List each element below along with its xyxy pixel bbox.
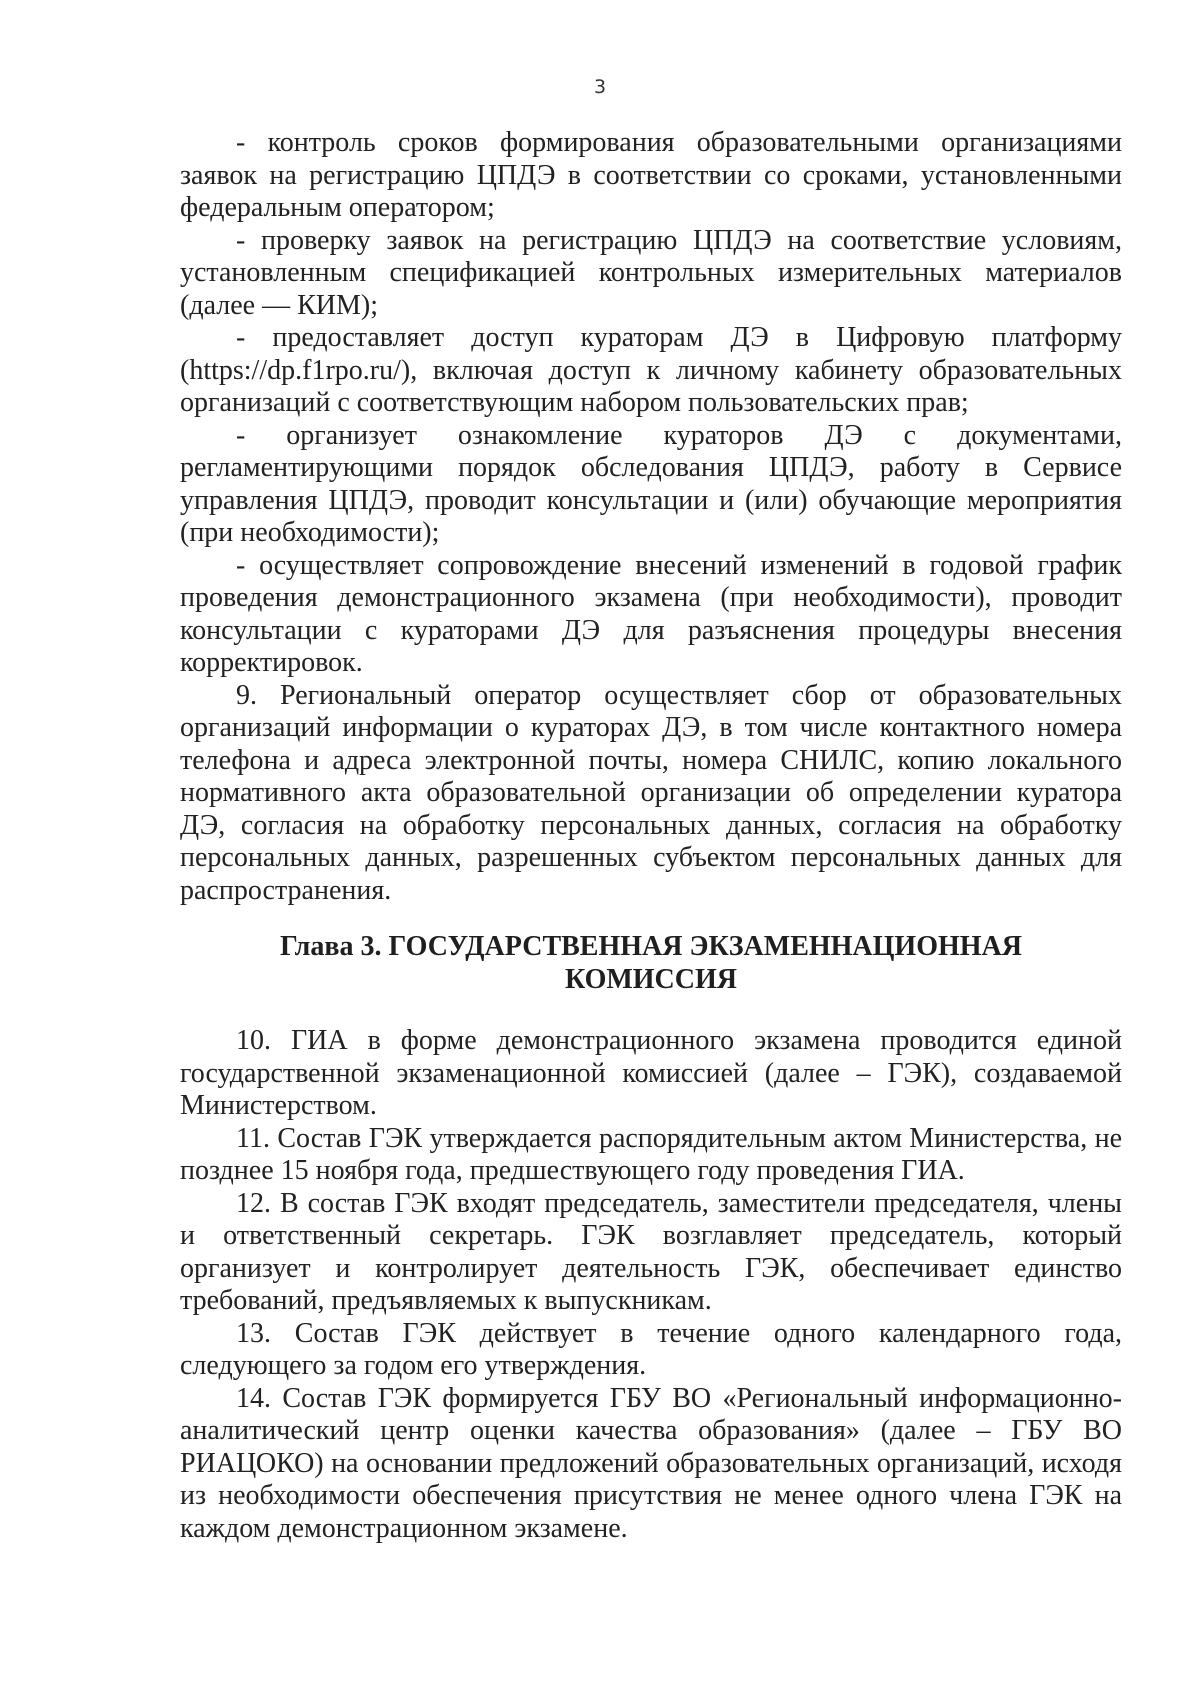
list-item-familiarization: - организует ознакомление кураторов ДЭ с документами, регламентирующими порядок обследования ЦПДЭ, работу в Сервисе управления ЦПДЭ, проводит консультации и (или) обучающие мероприятия (при необходимости); (180, 419, 1122, 548)
paragraph-14: 14. Состав ГЭК формируется ГБУ ВО «Региональный информационно-аналитический центр оценки качества образования» (далее – ГБУ ВО РИАЦОКО) на основании предложений образовательных организаций, исходя из необходимости обеспечения присутствия не менее одного члена ГЭК на каждом демонстрационном экзамене. (180, 1382, 1122, 1544)
paragraph-9: 9. Региональный оператор осуществляет сбор от образовательных организаций информации о кураторах ДЭ, в том числе контактного номера телефона и адреса электронной почты, номера СНИЛС, копию локального нормативного акта образовательной организации об определении куратора ДЭ, согласия на обработку персональных данных, согласия на обработку персональных данных, разрешенных субъектом персональных данных для распространения. (180, 679, 1122, 906)
paragraph-12: 12. В состав ГЭК входят председатель, заместители председателя, члены и ответственный секретарь. ГЭК возглавляет председатель, который организует и контролирует деятельность ГЭК, обеспечивает единство требований, предъявляемых к выпускникам. (180, 1187, 1122, 1316)
chapter-heading-line-2: КОМИССИЯ (564, 964, 738, 995)
paragraph-block-lower (180, 1025, 1122, 1545)
list-item-platform-access: - предоставляет доступ кураторам ДЭ в Цифровую платформу (https://dp.f1rpo.ru/), включая доступ к личному кабинету образовательных организаций с соответствующим набором пользовательских прав; (180, 322, 1122, 418)
page-number: 3 (593, 76, 607, 98)
list-item-schedule-support: - осуществляет сопровождение внесений изменений в годовой график проведения демонстрационного экзамена (при необходимости), проводит консультации с кураторами ДЭ для разъяснения процедуры внесения корректировок. (180, 549, 1122, 678)
list-item-application-check: - проверку заявок на регистрацию ЦПДЭ на соответствие условиям, установленным спецификацией контрольных измерительных материалов (далее — КИМ); (180, 224, 1122, 321)
paragraph-13: 13. Состав ГЭК действует в течение одного календарного года, следующего за годом его утверждения. (180, 1317, 1122, 1381)
chapter-heading-line-1: Глава 3. ГОСУДАРСТВЕННАЯ ЭКЗАМЕННАЦИОННАЯ (280, 931, 1022, 962)
paragraph-block-upper (180, 127, 1122, 907)
paragraph-10: 10. ГИА в форме демонстрационного экзамена проводится единой государственной экзаменационной комиссией (далее – ГЭК), создаваемой Министерством. (180, 1025, 1122, 1121)
list-item-deadline-control: - контроль сроков формирования образовательными организациями заявок на регистрацию ЦПДЭ в соответствии со сроками, установленными федеральным оператором; (180, 127, 1122, 223)
chapter-heading (180, 930, 1122, 996)
paragraph-11: 11. Состав ГЭК утверждается распорядительным актом Министерства, не позднее 15 ноября года, предшествующего году проведения ГИА. (180, 1122, 1122, 1186)
